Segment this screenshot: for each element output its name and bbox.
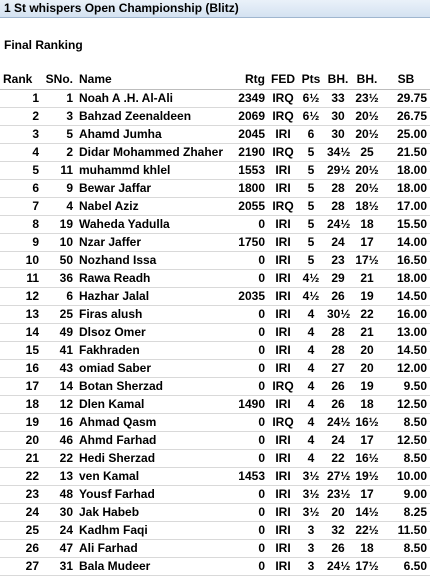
table-row	[0, 251, 430, 269]
start-number-cell: 5	[42, 125, 76, 143]
buchholz-cut-cell: 25	[352, 143, 382, 161]
start-number-cell: 2	[42, 143, 76, 161]
player-name-cell: omiad Saber	[76, 359, 232, 377]
player-name-cell: Botan Sherzad	[76, 377, 232, 395]
start-number-cell: 43	[42, 359, 76, 377]
table-row	[0, 125, 430, 143]
federation-cell: IRQ	[268, 107, 298, 125]
buchholz-cell: 30	[324, 107, 352, 125]
rank-cell: 2	[0, 107, 42, 125]
start-number-cell: 47	[42, 539, 76, 557]
federation-cell: IRI	[268, 323, 298, 341]
sonneborn-berger-cell: 6.50	[382, 557, 430, 575]
buchholz-cut-cell: 20½	[352, 161, 382, 179]
federation-cell: IRQ	[268, 143, 298, 161]
rating-cell: 0	[232, 413, 268, 431]
player-name-cell: muhammd khlel	[76, 161, 232, 179]
points-cell: 3	[298, 557, 324, 575]
start-number-cell: 13	[42, 467, 76, 485]
rating-cell: 0	[232, 449, 268, 467]
federation-cell: IRI	[268, 287, 298, 305]
table-row	[0, 521, 430, 539]
table-row	[0, 179, 430, 197]
buchholz-cell: 24½	[324, 557, 352, 575]
points-cell: 4	[298, 377, 324, 395]
header-buchholz-cut: BH.	[352, 71, 382, 89]
rating-cell: 2190	[232, 143, 268, 161]
points-cell: 4	[298, 449, 324, 467]
buchholz-cut-cell: 18	[352, 395, 382, 413]
buchholz-cell: 22	[324, 449, 352, 467]
buchholz-cut-cell: 22½	[352, 521, 382, 539]
start-number-cell: 22	[42, 449, 76, 467]
sonneborn-berger-cell: 18.00	[382, 269, 430, 287]
player-name-cell: Dlen Kamal	[76, 395, 232, 413]
table-row	[0, 395, 430, 413]
table-row	[0, 413, 430, 431]
header-sonneborn-berger: SB	[382, 71, 430, 89]
sonneborn-berger-cell: 8.50	[382, 413, 430, 431]
player-name-cell: Fakhraden	[76, 341, 232, 359]
rating-cell: 1800	[232, 179, 268, 197]
buchholz-cell: 23	[324, 251, 352, 269]
rank-cell: 24	[0, 503, 42, 521]
start-number-cell: 10	[42, 233, 76, 251]
header-start-number: SNo.	[42, 71, 76, 89]
points-cell: 3	[298, 521, 324, 539]
points-cell: 3½	[298, 503, 324, 521]
player-name-cell: Jak Habeb	[76, 503, 232, 521]
buchholz-cell: 30½	[324, 305, 352, 323]
rank-cell: 9	[0, 233, 42, 251]
points-cell: 5	[298, 197, 324, 215]
rank-cell: 26	[0, 539, 42, 557]
player-name-cell: Bewar Jaffar	[76, 179, 232, 197]
start-number-cell: 41	[42, 341, 76, 359]
buchholz-cell: 29	[324, 269, 352, 287]
rank-cell: 8	[0, 215, 42, 233]
buchholz-cell: 34½	[324, 143, 352, 161]
federation-cell: IRI	[268, 251, 298, 269]
buchholz-cell: 28	[324, 341, 352, 359]
player-name-cell: Ali Farhad	[76, 539, 232, 557]
ranking-table-body	[0, 89, 430, 575]
rank-cell: 4	[0, 143, 42, 161]
points-cell: 4	[298, 395, 324, 413]
header-rating: Rtg	[232, 71, 268, 89]
sonneborn-berger-cell: 25.00	[382, 125, 430, 143]
sonneborn-berger-cell: 8.50	[382, 449, 430, 467]
table-row	[0, 89, 430, 107]
header-buchholz: BH.	[324, 71, 352, 89]
buchholz-cut-cell: 18	[352, 215, 382, 233]
federation-cell: IRI	[268, 269, 298, 287]
sonneborn-berger-cell: 12.50	[382, 395, 430, 413]
sonneborn-berger-cell: 14.00	[382, 233, 430, 251]
buchholz-cell: 26	[324, 539, 352, 557]
rank-cell: 5	[0, 161, 42, 179]
sonneborn-berger-cell: 9.50	[382, 377, 430, 395]
rating-cell: 2055	[232, 197, 268, 215]
table-row	[0, 161, 430, 179]
table-row	[0, 143, 430, 161]
player-name-cell: Hazhar Jalal	[76, 287, 232, 305]
federation-cell: IRI	[268, 359, 298, 377]
table-row	[0, 359, 430, 377]
federation-cell: IRI	[268, 557, 298, 575]
points-cell: 4½	[298, 287, 324, 305]
start-number-cell: 14	[42, 377, 76, 395]
start-number-cell: 12	[42, 395, 76, 413]
rating-cell: 1750	[232, 233, 268, 251]
points-cell: 3½	[298, 467, 324, 485]
buchholz-cell: 26	[324, 377, 352, 395]
player-name-cell: ven Kamal	[76, 467, 232, 485]
sonneborn-berger-cell: 11.50	[382, 521, 430, 539]
points-cell: 5	[298, 233, 324, 251]
buchholz-cut-cell: 16½	[352, 449, 382, 467]
rank-cell: 16	[0, 359, 42, 377]
rating-cell: 2045	[232, 125, 268, 143]
table-header-row	[0, 71, 430, 89]
federation-cell: IRI	[268, 395, 298, 413]
start-number-cell: 19	[42, 215, 76, 233]
sonneborn-berger-cell: 14.50	[382, 287, 430, 305]
federation-cell: IRI	[268, 179, 298, 197]
player-name-cell: Nozhand Issa	[76, 251, 232, 269]
table-row	[0, 269, 430, 287]
rank-cell: 17	[0, 377, 42, 395]
buchholz-cell: 26	[324, 395, 352, 413]
rank-cell: 10	[0, 251, 42, 269]
player-name-cell: Rawa Readh	[76, 269, 232, 287]
buchholz-cut-cell: 17½	[352, 557, 382, 575]
buchholz-cut-cell: 21	[352, 269, 382, 287]
sonneborn-berger-cell: 26.75	[382, 107, 430, 125]
rating-cell: 0	[232, 341, 268, 359]
rank-cell: 11	[0, 269, 42, 287]
federation-cell: IRQ	[268, 197, 298, 215]
sonneborn-berger-cell: 18.00	[382, 179, 430, 197]
buchholz-cut-cell: 17	[352, 233, 382, 251]
rank-cell: 13	[0, 305, 42, 323]
buchholz-cut-cell: 17½	[352, 251, 382, 269]
rating-cell: 0	[232, 485, 268, 503]
sonneborn-berger-cell: 16.00	[382, 305, 430, 323]
player-name-cell: Kadhm Faqi	[76, 521, 232, 539]
buchholz-cell: 29½	[324, 161, 352, 179]
buchholz-cut-cell: 22	[352, 305, 382, 323]
rank-cell: 25	[0, 521, 42, 539]
sonneborn-berger-cell: 9.00	[382, 485, 430, 503]
points-cell: 3½	[298, 485, 324, 503]
start-number-cell: 11	[42, 161, 76, 179]
sonneborn-berger-cell: 17.00	[382, 197, 430, 215]
buchholz-cut-cell: 19	[352, 287, 382, 305]
table-row	[0, 305, 430, 323]
sonneborn-berger-cell: 12.50	[382, 431, 430, 449]
buchholz-cell: 27½	[324, 467, 352, 485]
table-row	[0, 341, 430, 359]
buchholz-cut-cell: 16½	[352, 413, 382, 431]
buchholz-cell: 28	[324, 197, 352, 215]
table-row	[0, 449, 430, 467]
start-number-cell: 48	[42, 485, 76, 503]
rating-cell: 0	[232, 269, 268, 287]
start-number-cell: 6	[42, 287, 76, 305]
buchholz-cell: 24	[324, 233, 352, 251]
rank-cell: 20	[0, 431, 42, 449]
rank-cell: 1	[0, 89, 42, 107]
start-number-cell: 36	[42, 269, 76, 287]
player-name-cell: Ahmd Farhad	[76, 431, 232, 449]
points-cell: 5	[298, 215, 324, 233]
sonneborn-berger-cell: 21.50	[382, 143, 430, 161]
player-name-cell: Ahmad Qasm	[76, 413, 232, 431]
buchholz-cut-cell: 20½	[352, 125, 382, 143]
start-number-cell: 50	[42, 251, 76, 269]
start-number-cell: 24	[42, 521, 76, 539]
federation-cell: IRI	[268, 539, 298, 557]
table-row	[0, 503, 430, 521]
start-number-cell: 9	[42, 179, 76, 197]
header-federation: FED	[268, 71, 298, 89]
buchholz-cut-cell: 17	[352, 485, 382, 503]
points-cell: 4	[298, 341, 324, 359]
sonneborn-berger-cell: 18.00	[382, 161, 430, 179]
buchholz-cut-cell: 20½	[352, 107, 382, 125]
buchholz-cut-cell: 20½	[352, 179, 382, 197]
points-cell: 5	[298, 161, 324, 179]
buchholz-cell: 24	[324, 431, 352, 449]
player-name-cell: Didar Mohammed Zhaher	[76, 143, 232, 161]
rating-cell: 0	[232, 323, 268, 341]
buchholz-cell: 20	[324, 503, 352, 521]
table-row	[0, 233, 430, 251]
rating-cell: 0	[232, 215, 268, 233]
sonneborn-berger-cell: 10.00	[382, 467, 430, 485]
points-cell: 5	[298, 143, 324, 161]
rating-cell: 0	[232, 539, 268, 557]
table-row	[0, 197, 430, 215]
header-points: Pts	[298, 71, 324, 89]
player-name-cell: Hedi Sherzad	[76, 449, 232, 467]
table-row	[0, 485, 430, 503]
points-cell: 4½	[298, 269, 324, 287]
buchholz-cut-cell: 19	[352, 377, 382, 395]
federation-cell: IRI	[268, 341, 298, 359]
rating-cell: 0	[232, 557, 268, 575]
federation-cell: IRQ	[268, 89, 298, 107]
sonneborn-berger-cell: 13.00	[382, 323, 430, 341]
points-cell: 4	[298, 359, 324, 377]
sonneborn-berger-cell: 8.25	[382, 503, 430, 521]
sonneborn-berger-cell: 8.50	[382, 539, 430, 557]
rank-cell: 15	[0, 341, 42, 359]
buchholz-cell: 33	[324, 89, 352, 107]
points-cell: 4	[298, 305, 324, 323]
points-cell: 5	[298, 179, 324, 197]
points-cell: 6½	[298, 89, 324, 107]
player-name-cell: Bala Mudeer	[76, 557, 232, 575]
sonneborn-berger-cell: 12.00	[382, 359, 430, 377]
buchholz-cell: 24½	[324, 215, 352, 233]
points-cell: 4	[298, 431, 324, 449]
buchholz-cut-cell: 17	[352, 431, 382, 449]
rank-cell: 19	[0, 413, 42, 431]
player-name-cell: Noah A .H. Al-Ali	[76, 89, 232, 107]
buchholz-cell: 28	[324, 323, 352, 341]
federation-cell: IRI	[268, 449, 298, 467]
federation-cell: IRI	[268, 305, 298, 323]
player-name-cell: Firas alush	[76, 305, 232, 323]
player-name-cell: Bahzad Zeenaldeen	[76, 107, 232, 125]
table-row	[0, 557, 430, 575]
points-cell: 5	[298, 251, 324, 269]
rating-cell: 1490	[232, 395, 268, 413]
rating-cell: 2035	[232, 287, 268, 305]
federation-cell: IRI	[268, 521, 298, 539]
buchholz-cell: 24½	[324, 413, 352, 431]
rating-cell: 2069	[232, 107, 268, 125]
rating-cell: 1453	[232, 467, 268, 485]
start-number-cell: 31	[42, 557, 76, 575]
federation-cell: IRI	[268, 467, 298, 485]
player-name-cell: Yousf Farhad	[76, 485, 232, 503]
player-name-cell: Ahamd Jumha	[76, 125, 232, 143]
points-cell: 4	[298, 413, 324, 431]
start-number-cell: 49	[42, 323, 76, 341]
tournament-title: 1 St whispers Open Championship (Blitz)	[0, 0, 430, 18]
player-name-cell: Waheda Yadulla	[76, 215, 232, 233]
buchholz-cell: 23½	[324, 485, 352, 503]
table-row	[0, 467, 430, 485]
buchholz-cell: 32	[324, 521, 352, 539]
table-row	[0, 323, 430, 341]
points-cell: 6	[298, 125, 324, 143]
federation-cell: IRI	[268, 125, 298, 143]
table-row	[0, 287, 430, 305]
rank-cell: 12	[0, 287, 42, 305]
start-number-cell: 46	[42, 431, 76, 449]
buchholz-cut-cell: 20	[352, 359, 382, 377]
rank-cell: 22	[0, 467, 42, 485]
buchholz-cell: 27	[324, 359, 352, 377]
buchholz-cut-cell: 18½	[352, 197, 382, 215]
table-row	[0, 107, 430, 125]
federation-cell: IRI	[268, 233, 298, 251]
buchholz-cell: 26	[324, 287, 352, 305]
federation-cell: IRQ	[268, 377, 298, 395]
start-number-cell: 25	[42, 305, 76, 323]
rank-cell: 18	[0, 395, 42, 413]
start-number-cell: 3	[42, 107, 76, 125]
rank-cell: 21	[0, 449, 42, 467]
points-cell: 6½	[298, 107, 324, 125]
start-number-cell: 16	[42, 413, 76, 431]
rank-cell: 6	[0, 179, 42, 197]
buchholz-cut-cell: 14½	[352, 503, 382, 521]
rank-cell: 7	[0, 197, 42, 215]
buchholz-cut-cell: 20	[352, 341, 382, 359]
federation-cell: IRI	[268, 215, 298, 233]
federation-cell: IRI	[268, 161, 298, 179]
rank-cell: 3	[0, 125, 42, 143]
rating-cell: 2349	[232, 89, 268, 107]
rating-cell: 1553	[232, 161, 268, 179]
start-number-cell: 4	[42, 197, 76, 215]
sonneborn-berger-cell: 14.50	[382, 341, 430, 359]
federation-cell: IRI	[268, 485, 298, 503]
table-row	[0, 431, 430, 449]
buchholz-cut-cell: 21	[352, 323, 382, 341]
ranking-table	[0, 71, 430, 576]
start-number-cell: 30	[42, 503, 76, 521]
buchholz-cut-cell: 19½	[352, 467, 382, 485]
player-name-cell: Nzar Jaffer	[76, 233, 232, 251]
federation-cell: IRI	[268, 431, 298, 449]
rating-cell: 0	[232, 377, 268, 395]
federation-cell: IRQ	[268, 413, 298, 431]
sonneborn-berger-cell: 15.50	[382, 215, 430, 233]
rank-cell: 23	[0, 485, 42, 503]
table-row	[0, 215, 430, 233]
sonneborn-berger-cell: 29.75	[382, 89, 430, 107]
section-heading: Final Ranking	[4, 38, 83, 52]
federation-cell: IRI	[268, 503, 298, 521]
rating-cell: 0	[232, 359, 268, 377]
table-row	[0, 539, 430, 557]
sonneborn-berger-cell: 16.50	[382, 251, 430, 269]
rating-cell: 0	[232, 503, 268, 521]
rating-cell: 0	[232, 431, 268, 449]
buchholz-cut-cell: 18	[352, 539, 382, 557]
rating-cell: 0	[232, 521, 268, 539]
buchholz-cut-cell: 23½	[352, 89, 382, 107]
header-name: Name	[76, 71, 232, 89]
rating-cell: 0	[232, 305, 268, 323]
rank-cell: 14	[0, 323, 42, 341]
buchholz-cell: 28	[324, 179, 352, 197]
points-cell: 4	[298, 323, 324, 341]
header-rank: Rank	[0, 71, 42, 89]
rank-cell: 27	[0, 557, 42, 575]
buchholz-cell: 30	[324, 125, 352, 143]
start-number-cell: 1	[42, 89, 76, 107]
points-cell: 3	[298, 539, 324, 557]
rating-cell: 0	[232, 251, 268, 269]
player-name-cell: Dlsoz Omer	[76, 323, 232, 341]
table-row	[0, 377, 430, 395]
player-name-cell: Nabel Aziz	[76, 197, 232, 215]
